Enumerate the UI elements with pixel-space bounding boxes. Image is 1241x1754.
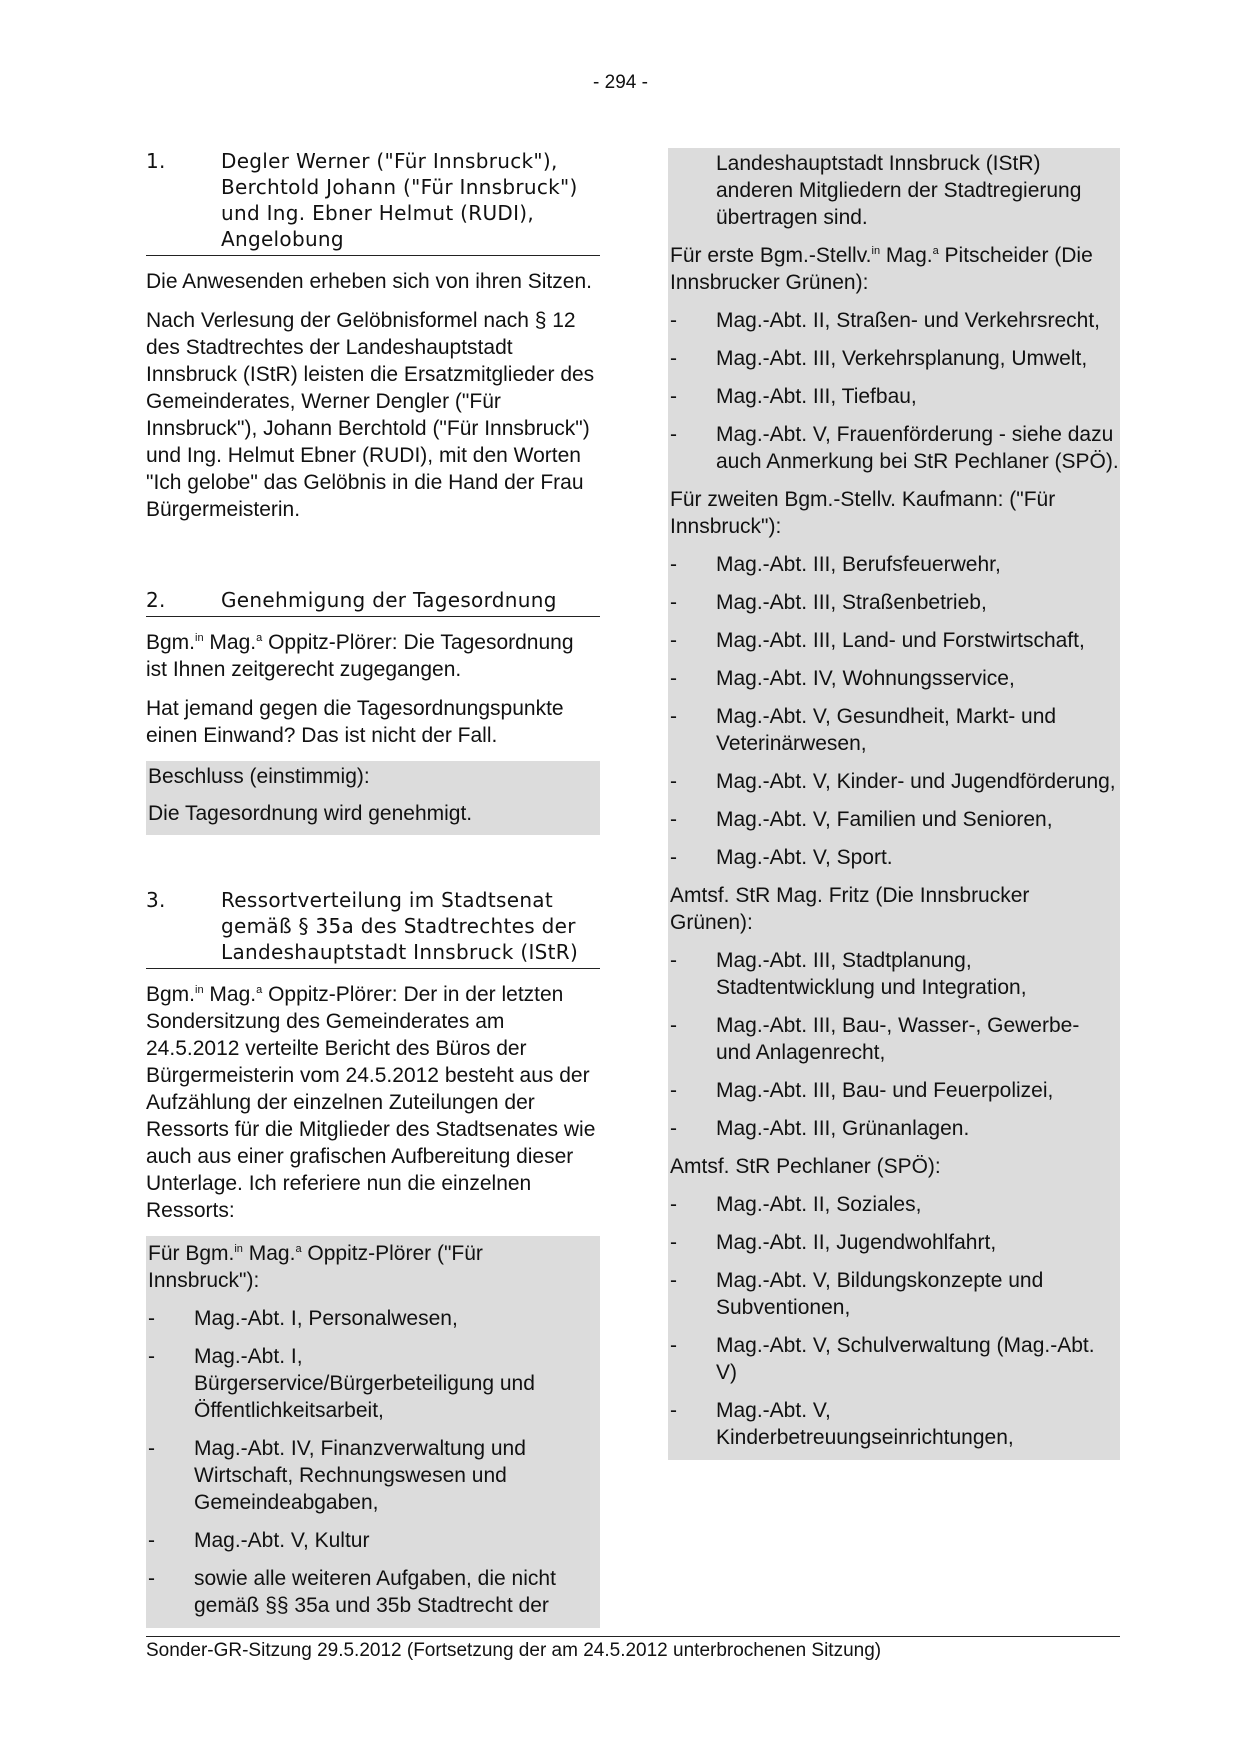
dash-bullet: - (670, 629, 677, 652)
dash-bullet: - (670, 385, 677, 408)
list-item (668, 663, 1120, 701)
list-item-text: Mag.-Abt. V, Kinderbetreuungseinrichtungen, (716, 1399, 1014, 1449)
list-item (668, 419, 1120, 484)
list-item-text: Mag.-Abt. III, Stadtplanung, Stadtentwicklung und Integration, (716, 949, 1027, 999)
decision-text: Die Tagesordnung wird genehmigt. (148, 802, 473, 825)
list-item (668, 766, 1120, 804)
list-item (146, 1563, 600, 1628)
list-item (668, 549, 1120, 587)
list-item-text: Mag.-Abt. II, Soziales, (716, 1193, 922, 1216)
list-item-text: Mag.-Abt. I, Personalwesen, (194, 1307, 458, 1330)
ressort-block-mayor (146, 1236, 600, 1628)
dash-bullet: - (670, 423, 677, 446)
list-item (668, 945, 1120, 1010)
dash-bullet: - (670, 591, 677, 614)
agenda-number: 2. (146, 588, 166, 612)
paragraph: Hat jemand gegen die Tagesordnungspunkte einen Einwand? Das ist nicht der Fall. (146, 697, 564, 747)
paragraph: Die Anwesenden erheben sich von ihren Sitzen. (146, 270, 592, 293)
list-item-text: Mag.-Abt. V, Kinder- und Jugendförderung, (716, 770, 1116, 793)
list-item-text: Mag.-Abt. III, Land- und Forstwirtschaft, (716, 629, 1085, 652)
list-item (668, 804, 1120, 842)
list-item-text: Mag.-Abt. I, Bürgerservice/Bürgerbeteiligung und Öffentlichkeitsarbeit, (194, 1345, 535, 1422)
decision-label: Beschluss (einstimmig): (148, 765, 370, 788)
list-item (146, 1525, 600, 1563)
list-item-text: Mag.-Abt. II, Jugendwohlfahrt, (716, 1231, 997, 1254)
decision-box (146, 761, 600, 835)
ressort-intro-group2: Für zweiten Bgm.-Stellv. Kaufmann: ("Für Innsbruck"): (670, 488, 1056, 538)
list-item-text: Mag.-Abt. V, Schulverwaltung (Mag.-Abt. V) (716, 1334, 1095, 1384)
list-item-text: Mag.-Abt. V, Gesundheit, Markt- und Veterinärwesen, (716, 705, 1057, 755)
dash-bullet: - (148, 1567, 155, 1590)
dash-bullet: - (670, 667, 677, 690)
ressort-list-group4 (668, 1189, 1120, 1460)
list-item-text: Mag.-Abt. III, Berufsfeuerwehr, (716, 553, 1001, 576)
list-item (668, 587, 1120, 625)
left-column (146, 148, 600, 1628)
list-item (668, 1227, 1120, 1265)
right-column (668, 148, 1120, 1460)
list-item (668, 1395, 1120, 1460)
list-item-text: Mag.-Abt. III, Grünanlagen. (716, 1117, 970, 1140)
ressort-intro-group1: Für erste Bgm.-Stellv.$^{in}$ Mag.$^a$ Pitscheider (Die Innsbrucker Grünen): (670, 244, 1093, 294)
ressort-intro-group4: Amtsf. StR Pechlaner (SPÖ): (670, 1155, 941, 1178)
ressort-list (146, 1303, 600, 1628)
list-item (146, 1433, 600, 1525)
agenda-number: 3. (146, 888, 166, 912)
ressort-intro: Für Bgm.$^{in}$ Mag.$^a$ Oppitz-Plörer ("Für Innsbruck"): (148, 1242, 483, 1292)
list-item (668, 1265, 1120, 1330)
list-item (146, 1303, 600, 1341)
list-item (668, 343, 1120, 381)
list-item-text: sowie alle weiteren Aufgaben, die nicht gemäß §§ 35a und 35b Stadtrecht der (194, 1567, 556, 1617)
list-item-text: Mag.-Abt. V, Frauenförderung - siehe dazu auch Anmerkung bei StR Pechlaner (SPÖ). (716, 423, 1119, 473)
dash-bullet: - (670, 1231, 677, 1254)
agenda-item-3-heading (146, 887, 600, 969)
dash-bullet: - (670, 1079, 677, 1102)
ressort-block-right (668, 148, 1120, 1460)
agenda-item-1-heading (146, 148, 600, 256)
dash-bullet: - (670, 1399, 677, 1422)
list-item (146, 1341, 600, 1433)
footer-divider (146, 1636, 1120, 1637)
dash-bullet: - (148, 1307, 155, 1330)
dash-bullet: - (670, 309, 677, 332)
list-item (668, 1075, 1120, 1113)
page-footer: Sonder-GR-Sitzung 29.5.2012 (Fortsetzung der am 24.5.2012 unterbrochenen Sitzung) (146, 1640, 882, 1661)
agenda-title: Genehmigung der Tagesordnung (221, 588, 557, 612)
page-number: - 294 - (593, 72, 648, 93)
dash-bullet: - (670, 846, 677, 869)
dash-bullet: - (670, 1334, 677, 1357)
list-item (668, 1010, 1120, 1075)
ressort-list-group2 (668, 549, 1120, 880)
list-item (668, 381, 1120, 419)
list-item (668, 701, 1120, 766)
ressort-intro-group3: Amtsf. StR Mag. Fritz (Die Innsbrucker Grünen): (670, 884, 1030, 934)
ressort-list-group1 (668, 305, 1120, 484)
dash-bullet: - (670, 1014, 677, 1037)
list-item (668, 842, 1120, 880)
dash-bullet: - (670, 347, 677, 370)
list-item-text: Mag.-Abt. V, Kultur (194, 1529, 370, 1552)
list-item-text: Mag.-Abt. II, Straßen- und Verkehrsrecht, (716, 309, 1100, 332)
list-item (668, 625, 1120, 663)
agenda-title: Degler Werner ("Für Innsbruck"), Berchtold Johann ("Für Innsbruck") und Ing. Ebner Helmut (RUDI), Angelobung (221, 149, 578, 251)
list-item-text: Mag.-Abt. III, Bau-, Wasser-, Gewerbe- und Anlagenrecht, (716, 1014, 1080, 1064)
dash-bullet: - (670, 1117, 677, 1140)
dash-bullet: - (670, 1193, 677, 1216)
list-item-text: Mag.-Abt. V, Sport. (716, 846, 893, 869)
list-item (668, 305, 1120, 343)
paragraph: Nach Verlesung der Gelöbnisformel nach § 12 des Stadtrechtes der Landeshauptstadt Innsbruck (IStR) leisten die Ersatzmitglieder des Gemeinderates, Werner Dengler ("Für Innsbruck"), Johann Berchtold ("Für Innsbruck") und Ing. Helmut Ebner (RUDI), mit den Worten "Ich gelobe" das Gelöbnis in die Hand der Frau Bürgermeisterin. (146, 309, 595, 521)
agenda-number: 1. (146, 149, 166, 173)
list-item-text: Mag.-Abt. III, Bau- und Feuerpolizei, (716, 1079, 1054, 1102)
list-item-text: Mag.-Abt. III, Tiefbau, (716, 385, 917, 408)
dash-bullet: - (670, 1269, 677, 1292)
list-item-text: Mag.-Abt. IV, Wohnungsservice, (716, 667, 1015, 690)
dash-bullet: - (670, 705, 677, 728)
dash-bullet: - (670, 770, 677, 793)
list-item-text: Mag.-Abt. III, Verkehrsplanung, Umwelt, (716, 347, 1088, 370)
speaker-paragraph: Bgm.$^{in}$ Mag.$^a$ Oppitz-Plörer: Der in der letzten Sondersitzung des Gemeinderates am 24.5.2012 verteilte Bericht des Büros der Bürgermeisterin vom 24.5.2012 besteht aus der Aufzählung der einzelnen Zuteilungen der Ressorts für die Mitglieder des Stadtsenates wie auch aus einer grafischen Aufbereitung dieser Unterlage. Ich referiere nun die einzelnen Ressorts: (146, 983, 596, 1222)
speaker-paragraph: Bgm.$^{in}$ Mag.$^a$ Oppitz-Plörer: Die Tagesordnung ist Ihnen zeitgerecht zugegangen. (146, 631, 574, 681)
dash-bullet: - (670, 808, 677, 831)
agenda-item-2-heading (146, 587, 600, 617)
list-item-text: Mag.-Abt. V, Bildungskonzepte und Subventionen, (716, 1269, 1044, 1319)
continuation-text: Landeshauptstadt Innsbruck (IStR) anderen Mitgliedern der Stadtregierung übertragen sind. (716, 152, 1082, 229)
list-item (668, 1113, 1120, 1151)
ressort-list-group3 (668, 945, 1120, 1151)
list-item-text: Mag.-Abt. III, Straßenbetrieb, (716, 591, 987, 614)
dash-bullet: - (148, 1437, 155, 1460)
list-item-text: Mag.-Abt. IV, Finanzverwaltung und Wirtschaft, Rechnungswesen und Gemeindeabgaben, (194, 1437, 526, 1514)
dash-bullet: - (148, 1345, 155, 1368)
dash-bullet: - (148, 1529, 155, 1552)
dash-bullet: - (670, 949, 677, 972)
list-item-text: Mag.-Abt. V, Familien und Senioren, (716, 808, 1053, 831)
agenda-title: Ressortverteilung im Stadtsenat gemäß § 35a des Stadtrechtes der Landeshauptstadt Innsbruck (IStR) (221, 888, 579, 964)
dash-bullet: - (670, 553, 677, 576)
list-item (668, 1330, 1120, 1395)
list-item (668, 1189, 1120, 1227)
